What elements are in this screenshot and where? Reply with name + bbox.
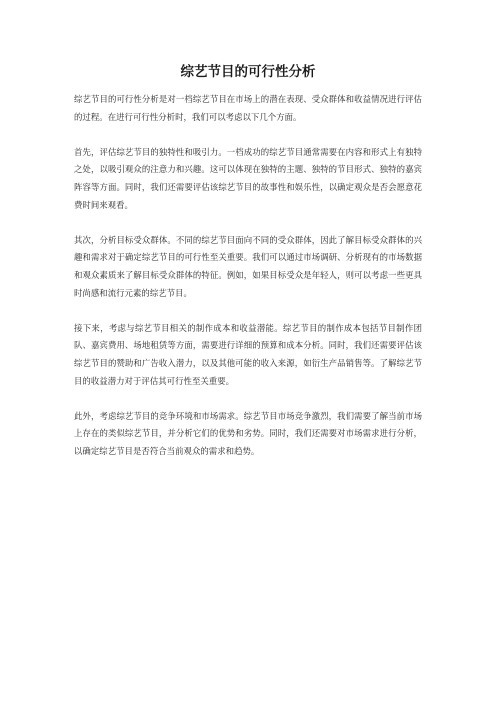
paragraph-cost-revenue: 接下来，考虑与综艺节目相关的制作成本和收益潜能。综艺节目的制作成本包括节目制作团队、嘉宾费用、场地租赁等方面，需要进行详细的预算和成本分析。同时，我们还需要评估该综艺节目的赞助和广告收入潜力，以及其他可能的收入来源，如衍生产品销售等。了解综艺节目的收益潜力对于评估其可行性至关重要。 [74, 322, 422, 386]
document-title: 综艺节目的可行性分析 [180, 64, 316, 80]
paragraph-intro: 综艺节目的可行性分析是对一档综艺节目在市场上的潜在表现、受众群体和收益情况进行评估的过程。在进行可行性分析时，我们可以考虑以下几个方面。 [74, 94, 422, 122]
paragraph-audience: 其次，分析目标受众群体。不同的综艺节目面向不同的受众群体，因此了解目标受众群体的兴趣和需求对于确定综艺节目的可行性至关重要。我们可以通过市场调研、分析现有的市场数据和观众素质来了解目标受众群体的特征。例如，如果目标受众是年轻人，则可以考虑一些更具时尚感和流行元素的综艺节目。 [74, 234, 422, 298]
paragraph-uniqueness: 首先，评估综艺节目的独特性和吸引力。一档成功的综艺节目通常需要在内容和形式上有独特之处，以吸引观众的注意力和兴趣。这可以体现在独特的主题、独特的节目形式、独特的嘉宾阵容等方面。同时，我们还需要评估该综艺节目的故事性和娱乐性，以确定观众是否会愿意花费时间来观看。 [74, 146, 422, 210]
paragraph-competition: 此外，考虑综艺节目的竞争环境和市场需求。综艺节目市场竞争激烈，我们需要了解当前市场上存在的类似综艺节目，并分析它们的优势和劣势。同时，我们还需要对市场需求进行分析，以确定综艺节目是否符合当前观众的需求和趋势。 [74, 410, 422, 456]
